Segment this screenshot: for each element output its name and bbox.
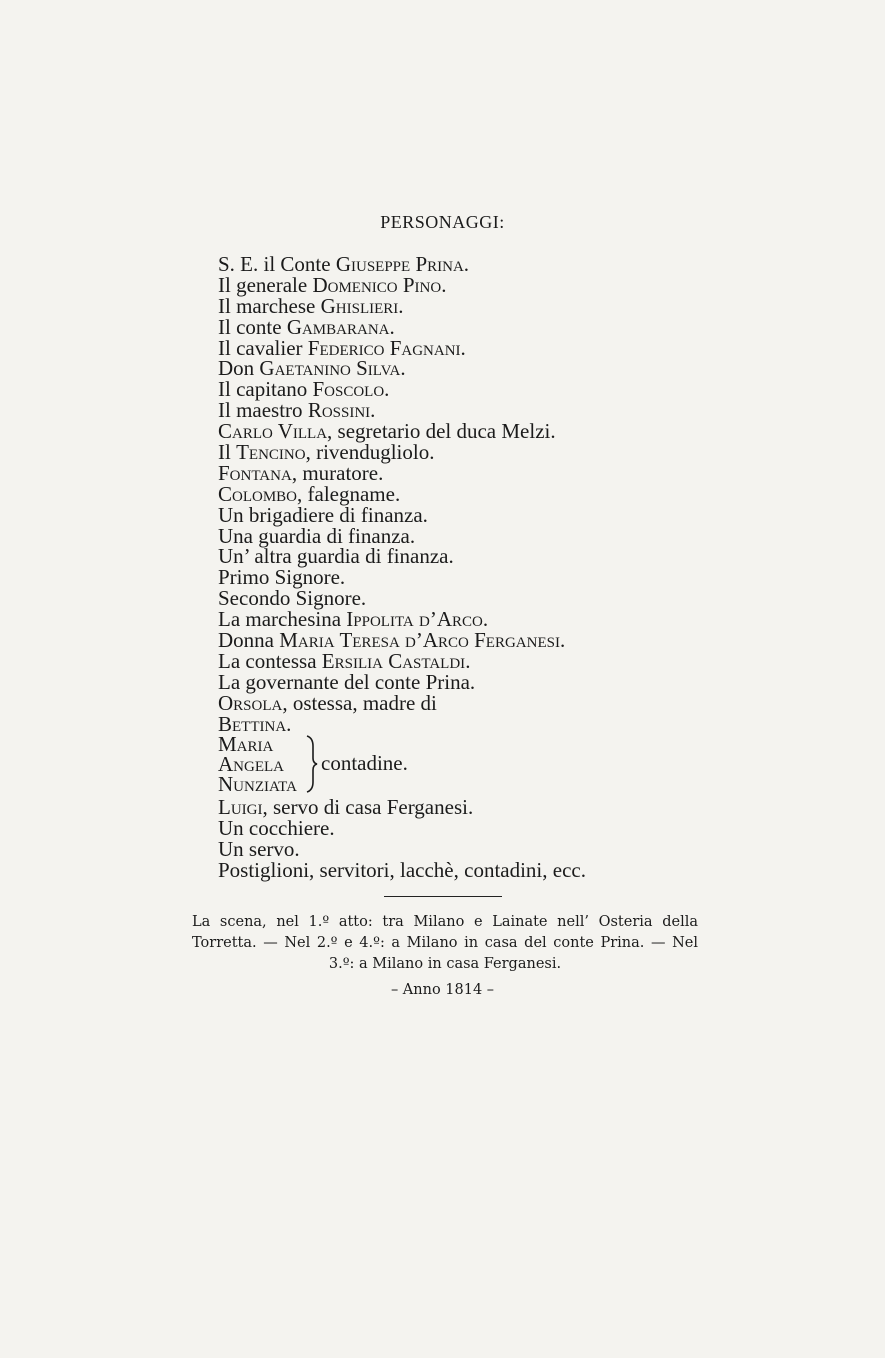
cast-entry: [218, 502, 778, 527]
cast-name: Ghislieri: [320, 293, 399, 318]
cast-after: [218, 797, 778, 881]
scene-note: La scena, nel 1.º atto: tra Milano e Lainate nell’ Osteria della Torretta. — Nel 2.º e 4.º: a Milano in casa del conte Prina. — Nel 3.º: a Milano in casa Ferganesi.: [192, 914, 698, 972]
cast-name: Ersilia Castaldi: [321, 648, 466, 673]
cast-suffix: , falegname.: [297, 481, 401, 506]
cast-name: Luigi: [218, 795, 263, 820]
cast-name: Federico Fagnani: [307, 335, 461, 360]
cast-list: [218, 254, 778, 881]
cast-name: Domenico Pino: [312, 272, 442, 297]
cast-prefix: Un brigadiere di finanza.: [218, 502, 428, 527]
page-heading: PERSONAGGI:: [380, 212, 505, 232]
cast-entry: [218, 254, 778, 275]
cast-prefix: Un cocchiere.: [218, 816, 335, 841]
cast-entry: [218, 400, 778, 421]
cast-entry: [218, 588, 778, 609]
cast-entry: [218, 567, 778, 588]
cast-entry: [218, 314, 778, 339]
cast-prefix: Postiglioni, servitori, lacchè, contadini, ecc.: [218, 858, 586, 883]
cast-entry: [218, 669, 778, 694]
cast-suffix: .: [559, 628, 566, 653]
cast-name: Orsola: [218, 690, 283, 715]
cast-suffix: .: [441, 272, 447, 297]
cast-entry: [218, 481, 778, 506]
cast-name: Bettina: [218, 711, 287, 736]
group-member: Nunziata: [218, 772, 297, 797]
cast-prefix: Il conte: [218, 314, 287, 339]
cast-entry: [218, 379, 778, 400]
cast-suffix: , rivendugliolo.: [305, 440, 435, 465]
cast-suffix: .: [389, 314, 395, 339]
cast-entry: [218, 690, 778, 715]
cast-prefix: La contessa: [218, 648, 322, 673]
cast-entry: [218, 648, 778, 673]
cast-suffix: , servo di casa Ferganesi.: [262, 795, 474, 820]
cast-suffix: .: [482, 607, 489, 632]
cast-entry: [218, 546, 778, 567]
cast-entry: [218, 293, 778, 318]
cast-entry: [218, 421, 778, 442]
cast-prefix: La governante del conte Prina.: [218, 669, 476, 694]
cast-entry: [218, 609, 778, 630]
cast-entry: [218, 630, 778, 651]
cast-name: Gambarana: [286, 314, 390, 339]
cast-entry: [218, 442, 778, 463]
cast-entry: [218, 335, 778, 360]
cast-suffix: .: [384, 377, 390, 402]
cast-name: Carlo Villa: [218, 419, 328, 444]
group-member: Maria: [218, 732, 274, 757]
group-member: Angela: [218, 752, 284, 777]
cast-suffix: , muratore.: [291, 460, 384, 485]
cast-suffix: .: [400, 356, 406, 381]
cast-prefix: Un’ altra guardia di finanza.: [218, 544, 454, 569]
cast-suffix: .: [463, 252, 470, 276]
cast-prefix: Il cavalier: [218, 335, 308, 360]
cast-name: Fontana: [218, 460, 292, 485]
cast-entry: [218, 818, 778, 839]
cast-prefix: Il maestro: [218, 398, 308, 423]
cast-entry: [218, 839, 778, 860]
cast-prefix: Un servo.: [218, 837, 300, 862]
cast-prefix: Una guardia di finanza.: [218, 523, 416, 548]
cast-entry: [218, 711, 778, 736]
divider: [384, 896, 502, 897]
curly-brace-icon: [304, 734, 318, 794]
cast-name: Colombo: [218, 481, 298, 506]
cast-suffix: .: [286, 711, 292, 736]
cast-suffix: .: [370, 398, 376, 423]
cast-name: Gaetanino Silva: [259, 356, 401, 381]
cast-suffix: , segretario del duca Melzi.: [327, 419, 556, 444]
cast-suffix: .: [465, 648, 471, 673]
cast-prefix: Secondo Signore.: [218, 586, 367, 611]
cast-name: Maria Teresa d’Arco Ferganesi: [279, 628, 560, 653]
cast-suffix: , ostessa, madre di: [282, 690, 437, 715]
cast-entry: [218, 460, 778, 485]
year-note: – Anno 1814 –: [390, 982, 495, 998]
cast-group-contadine: [218, 734, 778, 797]
cast-entry: [218, 797, 778, 818]
cast-name: Tencino: [236, 440, 306, 465]
cast-suffix: .: [460, 335, 466, 360]
cast-prefix: Donna: [218, 628, 280, 653]
cast-prefix: S. E. il Conte: [218, 252, 336, 276]
cast-name: Rossini: [307, 398, 371, 423]
cast-prefix: Il capitano: [218, 377, 313, 402]
group-role: contadine.: [321, 751, 408, 776]
cast-entry: [218, 860, 778, 881]
cast-prefix: La marchesina: [218, 607, 347, 632]
cast-prefix: Il marchese: [218, 293, 321, 318]
cast-entry: [218, 358, 778, 379]
cast-before: [218, 254, 778, 734]
cast-prefix: Il: [218, 440, 237, 465]
cast-suffix: .: [398, 293, 404, 318]
cast-prefix: Il generale: [218, 272, 313, 297]
cast-prefix: Don: [218, 356, 260, 381]
cast-entry: [218, 523, 778, 548]
cast-name: Foscolo: [312, 377, 385, 402]
cast-name: Giuseppe Prina: [335, 252, 464, 276]
cast-name: Ippolita d’Arco: [346, 607, 483, 632]
cast-entry: [218, 272, 778, 297]
cast-prefix: Primo Signore.: [218, 565, 346, 590]
